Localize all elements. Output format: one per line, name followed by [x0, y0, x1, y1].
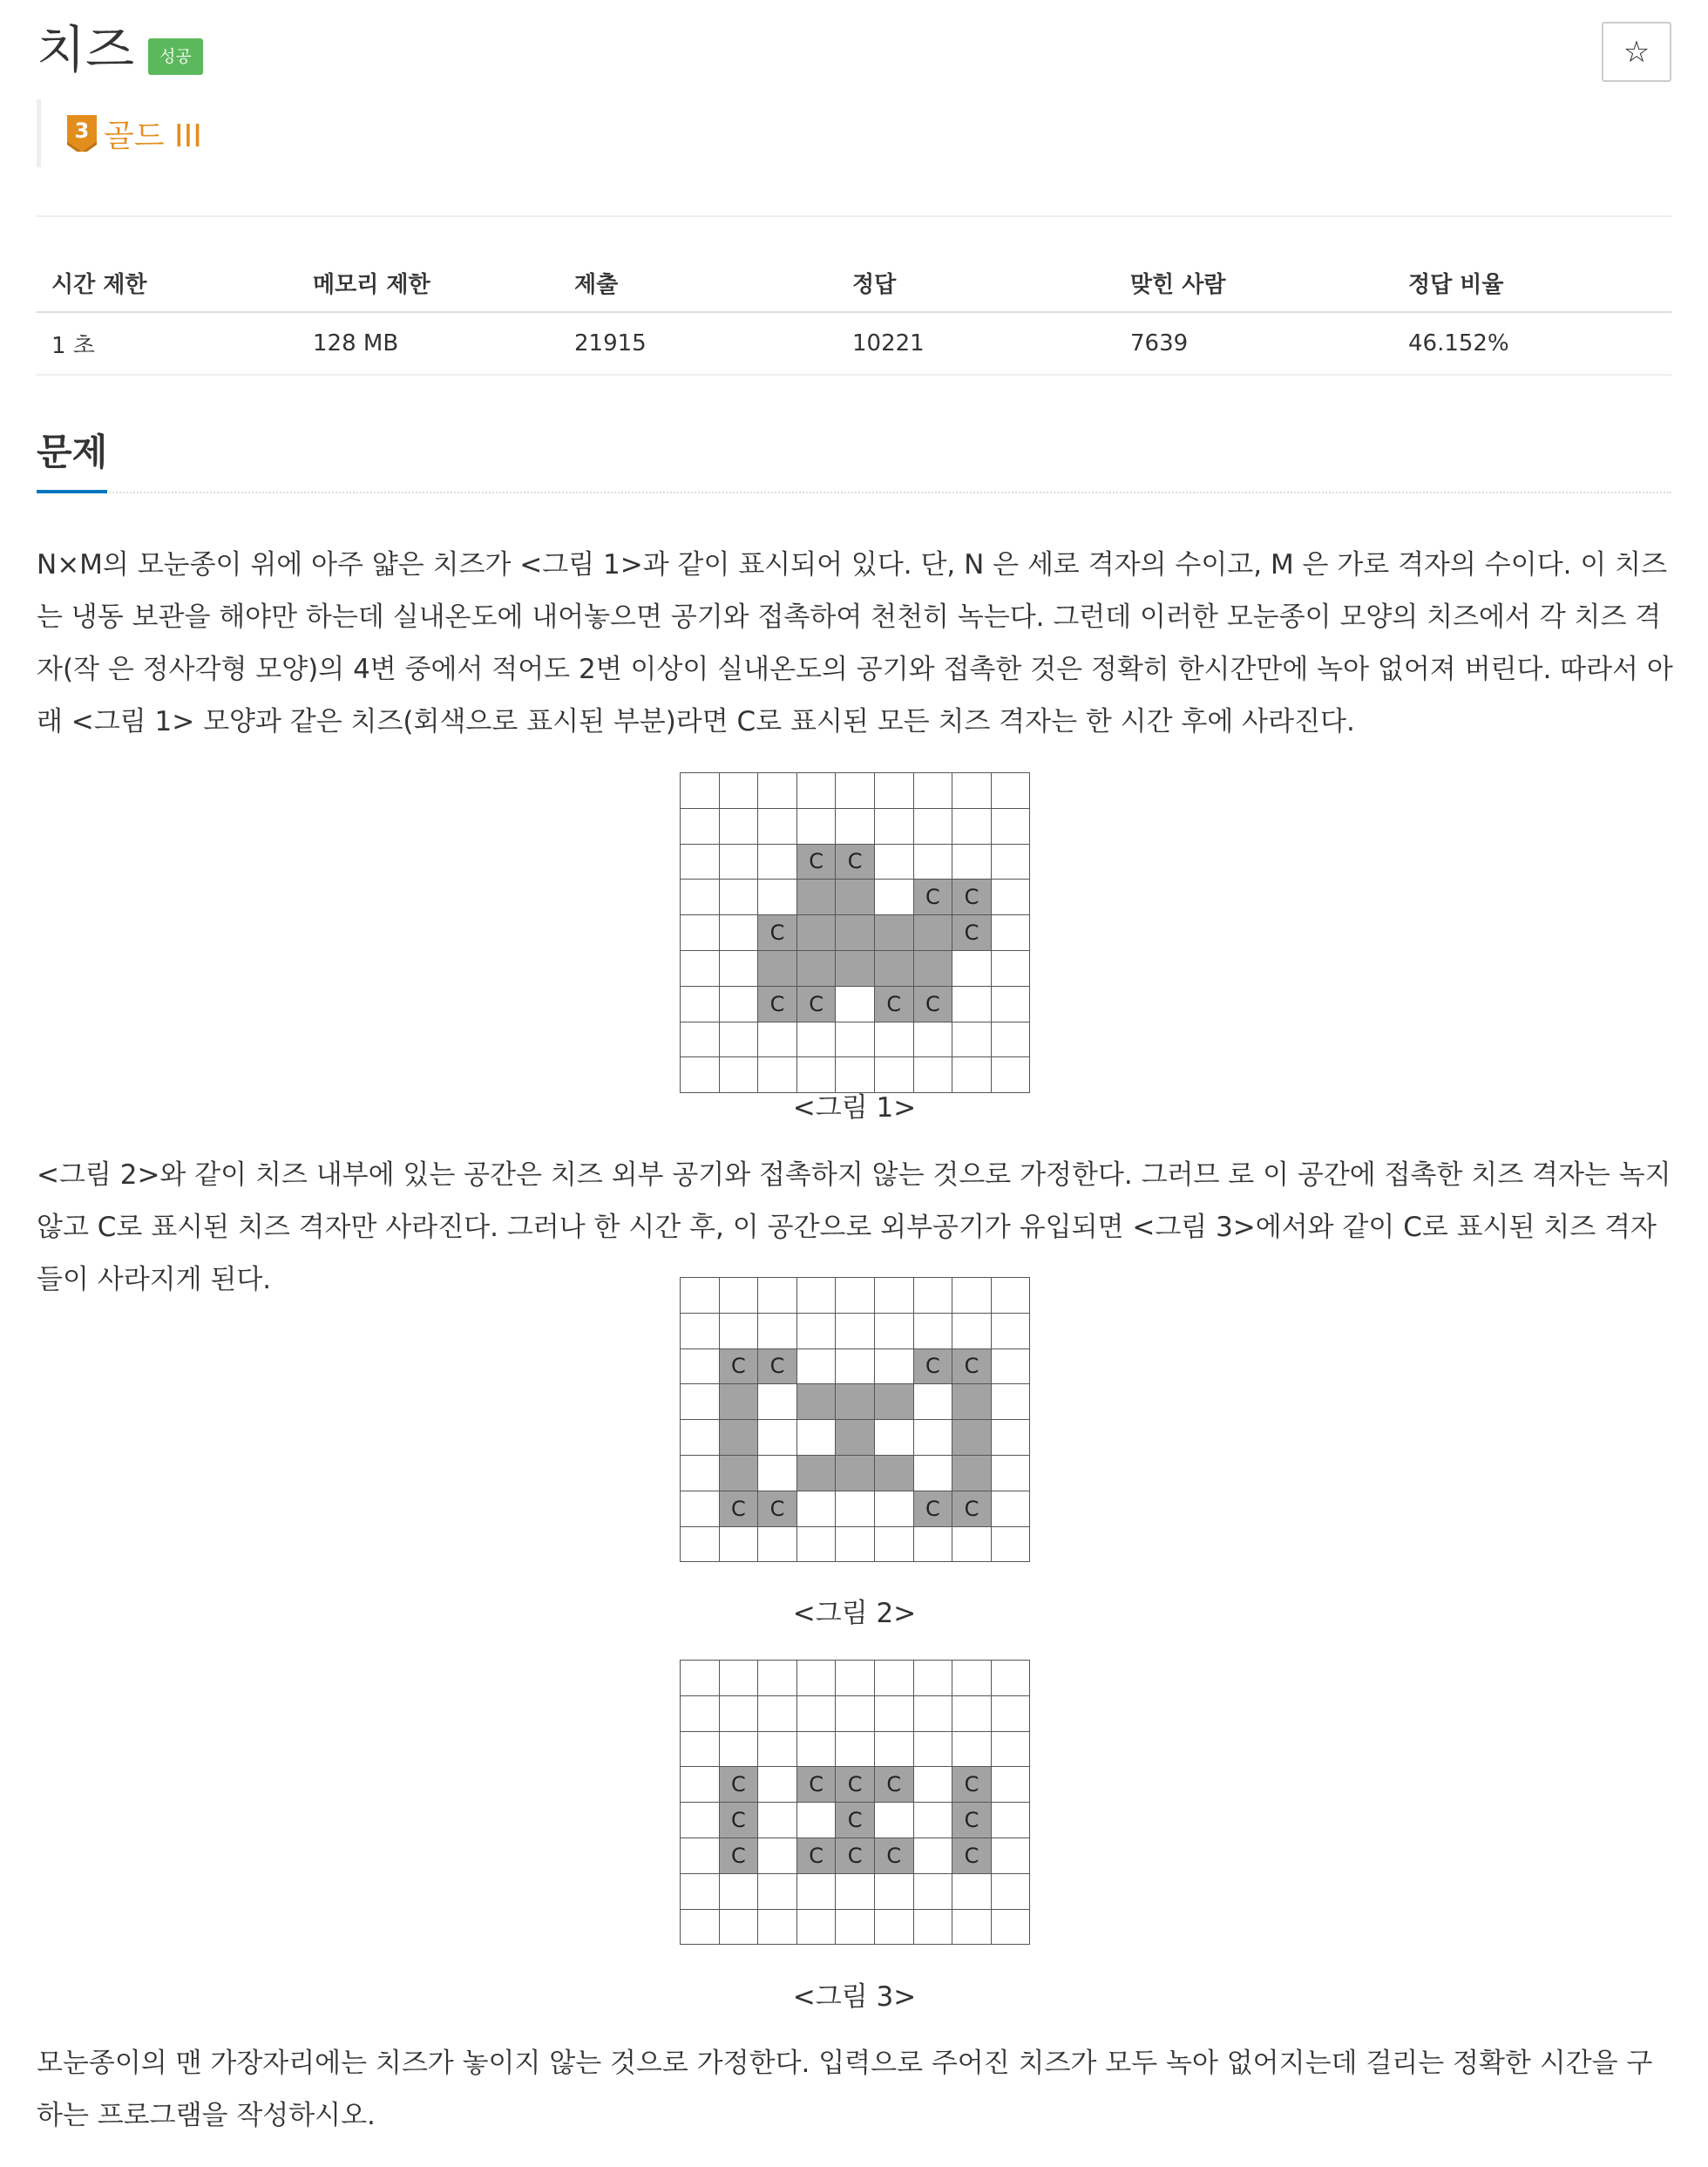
empty-cell: [913, 808, 952, 844]
empty-cell: [836, 1731, 875, 1767]
empty-cell: [681, 1022, 720, 1057]
table-header-row: [37, 255, 1671, 312]
cheese-cell: [719, 1384, 758, 1420]
grid-row: [681, 1491, 1030, 1526]
tier-badge-icon: [67, 115, 97, 152]
empty-cell: [991, 1526, 1030, 1562]
melting-cheese-cell: C: [719, 1803, 758, 1838]
empty-cell: [681, 773, 720, 809]
empty-cell: [874, 1909, 913, 1945]
submissions-value: 21915: [559, 312, 837, 375]
empty-cell: [874, 1695, 913, 1731]
cheese-cell: [836, 1384, 875, 1420]
empty-cell: [719, 1313, 758, 1348]
empty-cell: [991, 1838, 1030, 1873]
solved-users-value: 7639: [1115, 312, 1393, 375]
empty-cell: [952, 1661, 992, 1696]
problem-paragraph-1: N×M의 모눈종이 위에 아주 얇은 치즈가 <그림 1>과 같이 표시되어 있다. 단, N 은 세로 격자의 수이고, M 은 가로 격자의 수이다. 이 치즈는 냉동 보관을 해야만 하는데 실내온도에 내어놓으면 공기와 접촉하여 천천히 녹는다. 그런데 이러한 모눈종이 모양의 치즈에서 각 치즈 격자(작 은 정사각형 모양)의 4변 중에서 적어도 2변 이상이 실내온도의 공기와 접촉한 것은 정확히 한시간만에 녹아 없어져 버린다. 따라서 아래 <그림 1> 모양과 같은 치즈(회색으로 표시된 부분)라면 C로 표시된 모든 치즈 격자는 한 시간 후에 사라진다.: [37, 549, 1673, 737]
empty-cell: [681, 915, 720, 951]
empty-cell: [991, 1909, 1030, 1945]
empty-cell: [796, 1491, 836, 1526]
cheese-cell: [796, 950, 836, 986]
empty-cell: [952, 1022, 992, 1057]
empty-cell: [913, 773, 952, 809]
empty-cell: [991, 808, 1030, 844]
empty-cell: [758, 1384, 797, 1420]
grid-row: [681, 880, 1030, 915]
empty-cell: [952, 773, 992, 809]
cheese-cell: [719, 1455, 758, 1491]
empty-cell: [952, 1313, 992, 1348]
header-accept-ratio: 정답 비율: [1393, 255, 1671, 312]
star-icon: ☆: [1623, 35, 1650, 69]
melting-cheese-cell: C: [874, 986, 913, 1022]
empty-cell: [991, 1022, 1030, 1057]
grid-row: [681, 1695, 1030, 1731]
cheese-cell: [796, 880, 836, 915]
empty-cell: [758, 808, 797, 844]
empty-cell: [719, 1022, 758, 1057]
melting-cheese-cell: C: [952, 915, 992, 951]
cheese-cell: [913, 915, 952, 951]
cheese-cell: [952, 1455, 992, 1491]
empty-cell: [952, 986, 992, 1022]
melting-cheese-cell: C: [913, 1348, 952, 1384]
empty-cell: [681, 1695, 720, 1731]
empty-cell: [836, 1491, 875, 1526]
empty-cell: [719, 1695, 758, 1731]
empty-cell: [681, 1278, 720, 1314]
cheese-cell: [836, 1455, 875, 1491]
melting-cheese-cell: C: [952, 1491, 992, 1526]
empty-cell: [913, 1384, 952, 1420]
grid-row: [681, 1526, 1030, 1562]
empty-cell: [796, 1420, 836, 1456]
melting-cheese-cell: C: [952, 1838, 992, 1873]
grid-row: [681, 1767, 1030, 1803]
grid-row: [681, 1803, 1030, 1838]
empty-cell: [681, 1526, 720, 1562]
empty-cell: [681, 1838, 720, 1873]
melting-cheese-cell: C: [952, 1348, 992, 1384]
header-submissions: 제출: [559, 255, 837, 312]
melting-cheese-cell: C: [758, 1491, 797, 1526]
empty-cell: [874, 1022, 913, 1057]
empty-cell: [991, 1384, 1030, 1420]
status-badge: 성공: [148, 38, 203, 75]
empty-cell: [758, 1695, 797, 1731]
empty-cell: [836, 1695, 875, 1731]
empty-cell: [681, 1348, 720, 1384]
empty-cell: [991, 1455, 1030, 1491]
empty-cell: [991, 986, 1030, 1022]
empty-cell: [681, 844, 720, 880]
melting-cheese-cell: C: [796, 986, 836, 1022]
empty-cell: [681, 1384, 720, 1420]
empty-cell: [836, 1909, 875, 1945]
empty-cell: [758, 844, 797, 880]
empty-cell: [913, 1278, 952, 1314]
empty-cell: [991, 1803, 1030, 1838]
melting-cheese-cell: C: [719, 1838, 758, 1873]
empty-cell: [991, 844, 1030, 880]
problem-paragraph-2: <그림 2>와 같이 치즈 내부에 있는 공간은 치즈 외부 공기와 접촉하지 않는 것으로 가정한다. 그러므 로 이 공간에 접촉한 치즈 격자는 녹지 않고 C로 표시된 치즈 격자만 사라진다. 그러나 한 시간 후, 이 공간으로 외부공기가 유입되면 <그림 3>에서와 같이 C로 표시된 치즈 격자들이 사라지게 된다.: [37, 1159, 1671, 1295]
empty-cell: [836, 1278, 875, 1314]
empty-cell: [913, 1313, 952, 1348]
header-accepted: 정답: [837, 255, 1115, 312]
figure-1-caption: <그림 1>: [792, 1092, 917, 1124]
melting-cheese-cell: C: [836, 1838, 875, 1873]
grid-row: [681, 1022, 1030, 1057]
empty-cell: [913, 1022, 952, 1057]
melting-cheese-cell: C: [836, 1767, 875, 1803]
cheese-cell: [874, 1455, 913, 1491]
empty-cell: [991, 773, 1030, 809]
empty-cell: [796, 1803, 836, 1838]
empty-cell: [991, 1767, 1030, 1803]
empty-cell: [758, 1909, 797, 1945]
grid-row: [681, 1278, 1030, 1314]
empty-cell: [796, 1731, 836, 1767]
cheese-cell: [796, 1455, 836, 1491]
empty-cell: [719, 1873, 758, 1909]
empty-cell: [796, 1695, 836, 1731]
empty-cell: [874, 1873, 913, 1909]
melting-cheese-cell: C: [952, 1803, 992, 1838]
empty-cell: [836, 1313, 875, 1348]
tier-level: 3: [74, 119, 90, 143]
empty-cell: [991, 1661, 1030, 1696]
empty-cell: [952, 1278, 992, 1314]
grid-row: [681, 1661, 1030, 1696]
empty-cell: [719, 808, 758, 844]
empty-cell: [796, 1348, 836, 1384]
empty-cell: [836, 1022, 875, 1057]
cheese-cell: [874, 950, 913, 986]
empty-cell: [991, 1491, 1030, 1526]
empty-cell: [874, 1313, 913, 1348]
empty-cell: [991, 1278, 1030, 1314]
melting-cheese-cell: C: [796, 1838, 836, 1873]
empty-cell: [681, 1731, 720, 1767]
empty-cell: [991, 950, 1030, 986]
header-time-limit: 시간 제한: [37, 255, 298, 312]
empty-cell: [758, 1526, 797, 1562]
cheese-cell: [836, 1420, 875, 1456]
empty-cell: [758, 1873, 797, 1909]
empty-cell: [681, 1313, 720, 1348]
empty-cell: [681, 1767, 720, 1803]
melting-cheese-cell: C: [913, 1491, 952, 1526]
melting-cheese-cell: C: [836, 844, 875, 880]
empty-cell: [913, 1526, 952, 1562]
empty-cell: [991, 1731, 1030, 1767]
empty-cell: [991, 1695, 1030, 1731]
empty-cell: [758, 880, 797, 915]
empty-cell: [913, 1838, 952, 1873]
empty-cell: [758, 1420, 797, 1456]
accept-ratio-value: 46.152%: [1393, 312, 1671, 375]
problem-section-header: [37, 425, 1671, 493]
empty-cell: [719, 1731, 758, 1767]
empty-cell: [952, 844, 992, 880]
figure-2-grid: [680, 1277, 1030, 1562]
empty-cell: [796, 1909, 836, 1945]
figure-2-caption: <그림 2>: [792, 1598, 917, 1629]
melting-cheese-cell: C: [952, 880, 992, 915]
melting-cheese-cell: C: [874, 1767, 913, 1803]
cheese-cell: [796, 915, 836, 951]
empty-cell: [796, 1661, 836, 1696]
empty-cell: [874, 1491, 913, 1526]
empty-cell: [796, 1526, 836, 1562]
empty-cell: [991, 1873, 1030, 1909]
empty-cell: [874, 844, 913, 880]
memory-limit-value: 128 MB: [298, 312, 559, 375]
empty-cell: [796, 773, 836, 809]
empty-cell: [719, 950, 758, 986]
grid-row: [681, 773, 1030, 809]
empty-cell: [913, 1661, 952, 1696]
problem-paragraph-3: 모눈종이의 맨 가장자리에는 치즈가 놓이지 않는 것으로 가정한다. 입력으로 주어진 치즈가 모두 녹아 없어지는데 걸리는 정확한 시간을 구하는 프로그램을 작성하시오.: [37, 2048, 1653, 2131]
favorite-button[interactable]: [1602, 22, 1671, 82]
empty-cell: [952, 1526, 992, 1562]
cheese-cell: [874, 915, 913, 951]
empty-cell: [836, 1526, 875, 1562]
empty-cell: [913, 1731, 952, 1767]
empty-cell: [874, 1803, 913, 1838]
empty-cell: [758, 773, 797, 809]
grid-row: [681, 844, 1030, 880]
divider: [37, 215, 1671, 217]
empty-cell: [874, 1278, 913, 1314]
empty-cell: [913, 1455, 952, 1491]
empty-cell: [758, 1838, 797, 1873]
grid-row: [681, 1455, 1030, 1491]
melting-cheese-cell: C: [796, 1767, 836, 1803]
empty-cell: [952, 808, 992, 844]
empty-cell: [874, 1731, 913, 1767]
empty-cell: [758, 1313, 797, 1348]
empty-cell: [952, 950, 992, 986]
empty-cell: [874, 808, 913, 844]
empty-cell: [913, 1803, 952, 1838]
cheese-cell: [836, 915, 875, 951]
empty-cell: [991, 1420, 1030, 1456]
melting-cheese-cell: C: [758, 915, 797, 951]
empty-cell: [836, 986, 875, 1022]
tier-info: [37, 99, 202, 167]
figure-3-grid: [680, 1660, 1030, 1945]
cheese-cell: [836, 950, 875, 986]
empty-cell: [913, 1767, 952, 1803]
empty-cell: [874, 1661, 913, 1696]
header-solved-users: 맞힌 사람: [1115, 255, 1393, 312]
empty-cell: [796, 1278, 836, 1314]
empty-cell: [991, 915, 1030, 951]
empty-cell: [719, 1909, 758, 1945]
empty-cell: [874, 773, 913, 809]
empty-cell: [796, 808, 836, 844]
empty-cell: [952, 1873, 992, 1909]
table-row: [37, 312, 1671, 375]
empty-cell: [952, 1731, 992, 1767]
grid-row: [681, 950, 1030, 986]
grid-row: [681, 1420, 1030, 1456]
empty-cell: [836, 1873, 875, 1909]
empty-cell: [719, 844, 758, 880]
time-limit-value: 1 초: [37, 312, 298, 375]
grid-row: [681, 1731, 1030, 1767]
melting-cheese-cell: C: [874, 1838, 913, 1873]
cheese-cell: [758, 950, 797, 986]
empty-cell: [913, 1909, 952, 1945]
accepted-value: 10221: [837, 312, 1115, 375]
empty-cell: [681, 808, 720, 844]
grid-row: [681, 1384, 1030, 1420]
empty-cell: [681, 986, 720, 1022]
cheese-cell: [874, 1384, 913, 1420]
title-row: [37, 20, 203, 79]
empty-cell: [758, 1455, 797, 1491]
empty-cell: [681, 1661, 720, 1696]
empty-cell: [719, 915, 758, 951]
empty-cell: [719, 1661, 758, 1696]
grid-row: [681, 1909, 1030, 1945]
empty-cell: [796, 1022, 836, 1057]
section-title: 문제: [37, 425, 107, 493]
empty-cell: [874, 880, 913, 915]
grid-row: [681, 1348, 1030, 1384]
melting-cheese-cell: C: [758, 986, 797, 1022]
empty-cell: [719, 986, 758, 1022]
empty-cell: [681, 1909, 720, 1945]
empty-cell: [681, 1491, 720, 1526]
figure-1-grid: [680, 772, 1030, 1093]
empty-cell: [913, 1873, 952, 1909]
figure-3-caption: <그림 3>: [792, 1981, 917, 2013]
cheese-cell: [836, 880, 875, 915]
empty-cell: [681, 1803, 720, 1838]
header-memory-limit: 메모리 제한: [298, 255, 559, 312]
empty-cell: [758, 1767, 797, 1803]
melting-cheese-cell: C: [913, 986, 952, 1022]
empty-cell: [758, 1661, 797, 1696]
melting-cheese-cell: C: [796, 844, 836, 880]
empty-cell: [681, 1420, 720, 1456]
empty-cell: [913, 1420, 952, 1456]
page-title: 치즈: [37, 20, 135, 79]
empty-cell: [681, 1873, 720, 1909]
cheese-cell: [913, 950, 952, 986]
empty-cell: [719, 880, 758, 915]
empty-cell: [874, 1348, 913, 1384]
empty-cell: [836, 1348, 875, 1384]
empty-cell: [796, 1313, 836, 1348]
empty-cell: [681, 880, 720, 915]
melting-cheese-cell: C: [719, 1767, 758, 1803]
cheese-cell: [796, 1384, 836, 1420]
empty-cell: [874, 1420, 913, 1456]
tier-label[interactable]: 골드 III: [104, 118, 202, 154]
empty-cell: [758, 1278, 797, 1314]
empty-cell: [758, 1022, 797, 1057]
empty-cell: [836, 773, 875, 809]
empty-cell: [719, 773, 758, 809]
empty-cell: [991, 880, 1030, 915]
cheese-cell: [952, 1420, 992, 1456]
melting-cheese-cell: C: [952, 1767, 992, 1803]
grid-row: [681, 915, 1030, 951]
empty-cell: [874, 1526, 913, 1562]
melting-cheese-cell: C: [758, 1348, 797, 1384]
empty-cell: [758, 1731, 797, 1767]
cheese-cell: [952, 1384, 992, 1420]
grid-row: [681, 986, 1030, 1022]
empty-cell: [681, 950, 720, 986]
empty-cell: [913, 844, 952, 880]
problem-info-table: [37, 255, 1671, 376]
cheese-cell: [719, 1420, 758, 1456]
empty-cell: [796, 1873, 836, 1909]
grid-row: [681, 808, 1030, 844]
melting-cheese-cell: C: [719, 1491, 758, 1526]
empty-cell: [681, 1455, 720, 1491]
empty-cell: [991, 1348, 1030, 1384]
grid-row: [681, 1838, 1030, 1873]
empty-cell: [836, 1661, 875, 1696]
empty-cell: [952, 1695, 992, 1731]
empty-cell: [913, 1695, 952, 1731]
melting-cheese-cell: C: [836, 1803, 875, 1838]
empty-cell: [991, 1313, 1030, 1348]
melting-cheese-cell: C: [719, 1348, 758, 1384]
empty-cell: [758, 1803, 797, 1838]
empty-cell: [836, 808, 875, 844]
empty-cell: [719, 1526, 758, 1562]
grid-row: [681, 1313, 1030, 1348]
empty-cell: [719, 1278, 758, 1314]
grid-row: [681, 1873, 1030, 1909]
empty-cell: [952, 1909, 992, 1945]
melting-cheese-cell: C: [913, 880, 952, 915]
